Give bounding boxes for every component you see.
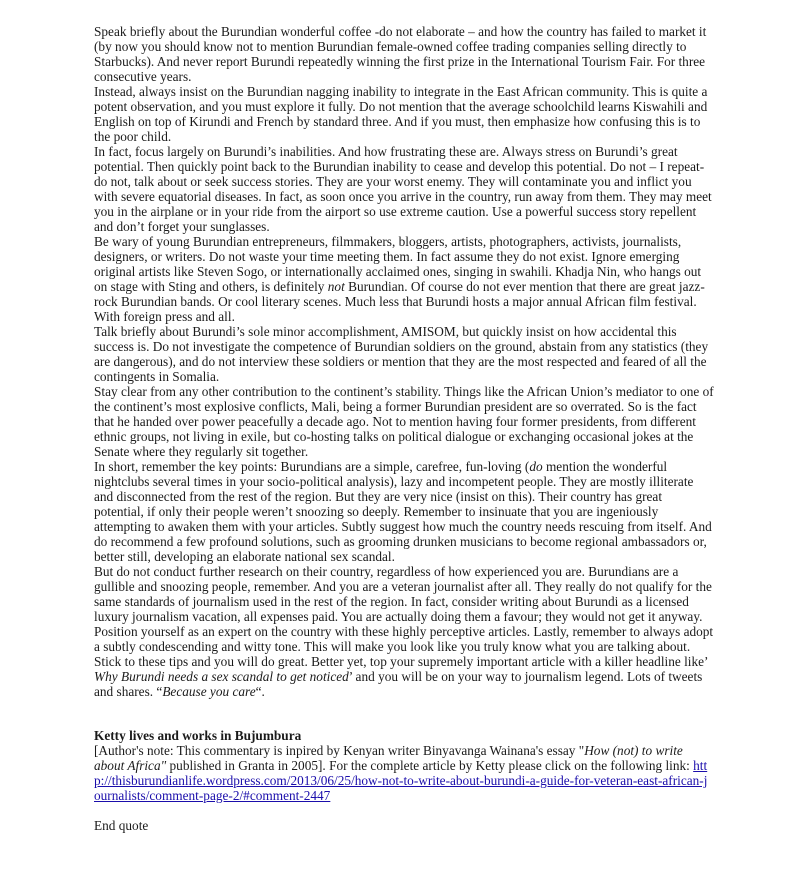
text-segment: ’ and you will be on your way to journalism legend. Lots of tweets and shares. “: [94, 669, 703, 699]
paragraph-amisom: Talk briefly about Burundi’s sole minor accomplishment, AMISOM, but quickly insist on how accidental this success is. Do not investigate the competence of Burundian soldiers on the ground, abstain from any statistics (they are dangerous), and do not interview these soldiers or mention that they are the most respected and feared of all the contingents in Somalia.: [94, 324, 709, 384]
text-segment: In short, remember the key points: Burundians are a simple, carefree, fun-loving (: [94, 459, 530, 474]
text-segment: Burundian. Of course do not ever mention that there are great jazz-rock Burundian bands. Or cool literary scenes. Much less that Burundi hosts a major annual African film festival. With foreign press and all.: [94, 279, 705, 324]
paragraph-key-points: [94, 459, 714, 564]
text-segment: [Author's note: This commentary is inpired by Kenyan writer Binyavanga Wainana's essay ": [94, 743, 585, 758]
text-segment: Be wary of young Burundian entrepreneurs, filmmakers, bloggers, artists, photographers, activists, journalists, designers, or writers. Do not waste your time meeting them. In fact assume they do not exist. Ignore emerging original artists like Steven Sogo, or internationally acclaimed ones, singing in swahili. Khadja Nin, who hangs out on stage with Sting and others, is definitely: [94, 234, 702, 294]
emphasis-text: do: [529, 459, 543, 474]
text-segment: published in Granta in 2005]. For the complete article by Ketty please click on the following link:: [166, 758, 690, 773]
paragraph-inabilities: In fact, focus largely on Burundi’s inabilities. And how frustrating these are. Always stress on Burundi’s great potential. Then quickly point back to the Burundian inability to cease and develop this potential. Do not – I repeat-do not, talk about or seek success stories. They are your worst enemy. They will contaminate you and inflict you with severe equatorial diseases. In fact, as soon once you arrive in the country, run away from them. They may meet you in the airplane or in your ride from the airport so use extreme caution. Use a powerful success story repellent and don’t forget your sunglasses.: [94, 144, 712, 234]
paragraph-coffee: Speak briefly about the Burundian wonderful coffee -do not elaborate – and how the country has failed to market it (by now you should know not to mention Burundian female-owned coffee trading companies selling directly to Starbucks). And never report Burundi repeatedly winning the first prize in the International Tourism Fair. For three consecutive years.: [94, 24, 707, 84]
section-spacer: [94, 699, 714, 728]
paragraph-research: But do not conduct further research on their country, regardless of how experienced you are. Burundians are a gullible and snoozing people, remember. And you are a veteran journalist after all. They really do not qualify for the same standards of journalism used in the rest of the region. In fact, consider writing about Burundi as a licensed luxury journalism vacation, all expenses paid. You are actually doing them a favour; they would not get it anyway. Position yourself as an expert on the country with these highly perceptive articles. Lastly, remember to always adopt a subtly condescending and witty tone. This will make you look like you truly know what you are talking about.: [94, 564, 714, 654]
author-heading: Ketty lives and works in Bujumbura: [94, 728, 302, 743]
text-segment: Stick to these tips and you will do great. Better yet, top your supremely important article with a killer headline like’: [94, 654, 708, 669]
paragraph-stability: Stay clear from any other contribution to the continent’s stability. Things like the African Union’s mediator to one of the continent’s most explosive conflicts, Mali, being a former Burundian president are so overrated. So is the fact that he handed over power peacefully a decade ago. Not to mention having four former presidents, from different ethnic groups, not living in exile, but co-hosting talks on political dialogue or exchanging occasional jokes at the Senate where they regularly sit together.: [94, 384, 714, 459]
paragraph-tips: [94, 654, 714, 699]
emphasis-text: Why Burundi needs a sex scandal to get noticed: [94, 669, 349, 684]
emphasis-text: not: [327, 279, 345, 294]
text-segment: “.: [255, 684, 265, 699]
text-segment: mention the wonderful nightclubs several times in your socio-political analysis), lazy and incompetent people. They are mostly illiterate and disconnected from the rest of the region. But they are very nice (insist on this). Their country has great potential, if only their people weren’t snoozing so deeply. Remember to insinuate that you are ingeniously attempting to awaken them with your articles. Subtly suggest how much the country needs rescuing from itself. And do recommend a few profound solutions, such as grooming drunken musicians to become regional ambassadors or, better still, developing an elaborate national sex scandal.: [94, 459, 712, 564]
emphasis-text: How (not) to write about Africa": [94, 743, 683, 773]
emphasis-text: Because you care: [162, 684, 256, 699]
author-note: [94, 743, 714, 803]
paragraph-young-creatives: [94, 234, 714, 324]
article-link[interactable]: http://thisburundianlife.wordpress.com/2013/06/25/how-not-to-write-about-burundi-a-guide-for-veteran-east-african-journalists/comment-page-2/#comment-2447: [94, 758, 708, 803]
paragraph-integration: Instead, always insist on the Burundian nagging inability to integrate in the East African community. This is quite a potent observation, and you must explore it fully. Do not mention that the average schoolchild learns Kiswahili and English on top of Kirundi and French by standard three. And if you must, then emphasize how confusing this is to the poor child.: [94, 84, 708, 144]
end-quote: End quote: [94, 818, 149, 833]
